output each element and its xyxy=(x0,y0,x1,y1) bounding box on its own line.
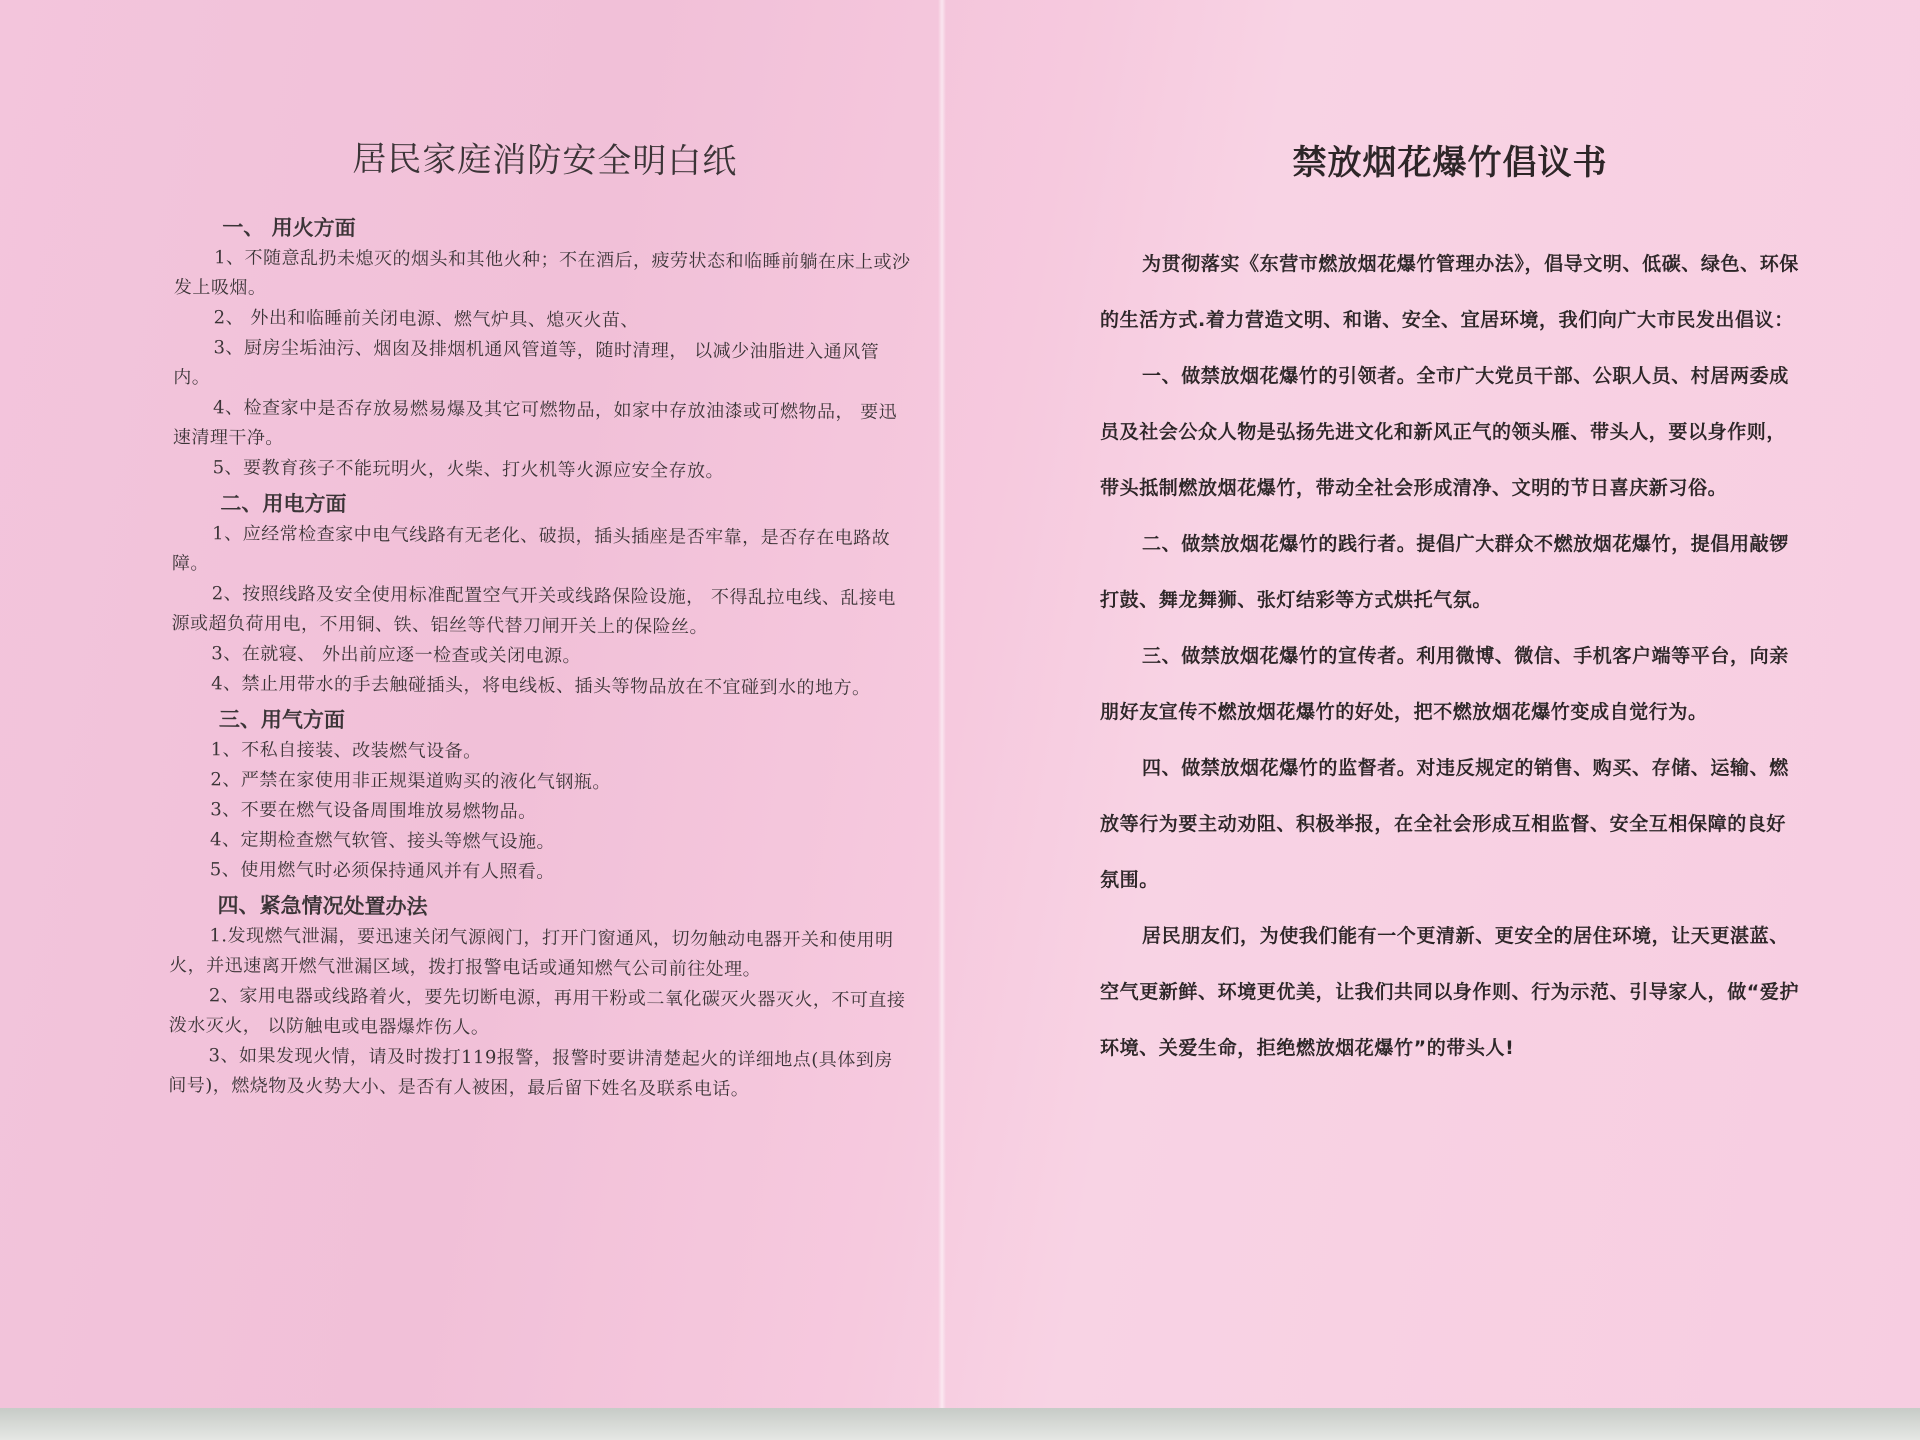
list-item: 3、如果发现火情，请及时拨打119报警，报警时要讲清楚起火的详细地点(具体到房间号)，燃烧物及火势大小、是否有人被困，最后留下姓名及联系电话。 xyxy=(168,1045,893,1101)
paper-fold-crease xyxy=(938,0,946,1408)
list-item: 3、在就寝、 外出前应逐一检查或关闭电源。 xyxy=(211,643,582,667)
proposal-intro: 为贯彻落实《东营市燃放烟花爆竹管理办法》，倡导文明、低碳、绿色、环保的生活方式.着力营造文明、和谐、安全、宜居环境，我们向广大市民发出倡议： xyxy=(1100,253,1799,331)
section-heading: 四、紧急情况处置办法 xyxy=(217,893,428,919)
list-item: 5、使用燃气时必须保持通风并有人照看。 xyxy=(209,859,555,883)
list-item: 2、 外出和临睡前关闭电源、燃气炉具、熄灭火苗、 xyxy=(213,307,639,332)
proposal-closing: 居民朋友们，为使我们能有一个更清新、更安全的居住环境，让天更湛蓝、空气更新鲜、环境更优美，让我们共同以身作则、行为示范、引导家人，做“爱护环境、关爱生命，拒绝燃放烟花爆竹”的带头人! xyxy=(1100,925,1800,1059)
list-item: 1、不随意乱扔未熄灭的烟头和其他火种；不在酒后，疲劳状态和临睡前躺在床上或沙发上吸烟。 xyxy=(173,247,911,299)
list-item: 2、家用电器或线路着火，要先切断电源，再用干粉或二氧化碳灭火器灭火，不可直接泼水灭火， 以防触电或电器爆炸伤人。 xyxy=(168,985,906,1039)
list-item: 5、要教育孩子不能玩明火，火柴、打火机等火源应安全存放。 xyxy=(212,457,725,482)
fireworks-ban-proposal xyxy=(1100,135,1800,1265)
proposal-point-4: 四、做禁放烟花爆竹的监督者。对违反规定的销售、购买、存储、运输、燃放等行为要主动劝阻、积极举报，在全社会形成互相监督、安全互相保障的良好氛围。 xyxy=(1100,757,1789,891)
proposal-point-1: 一、做禁放烟花爆竹的引领者。全市广大党员干部、公职人员、村居两委成员及社会公众人物是弘扬先进文化和新风正气的领头雁、带头人，要以身作则，带头抵制燃放烟花爆竹，带动全社会形成清净、文明的节日喜庆新习俗。 xyxy=(1100,365,1789,499)
section-heading: 三、用气方面 xyxy=(218,707,345,733)
section-gas-use xyxy=(170,705,911,890)
table-surface xyxy=(0,1408,1920,1440)
section-heading: 一、 用火方面 xyxy=(222,215,356,241)
fire-safety-notice xyxy=(167,130,915,1255)
section-fire-use xyxy=(173,213,915,488)
list-item: 3、厨房尘垢油污、烟囱及排烟机通风管道等，随时清理， 以减少油脂进入通风管内。 xyxy=(173,337,880,389)
list-item: 3、不要在燃气设备周围堆放易燃物品。 xyxy=(210,799,537,823)
proposal-point-3: 三、做禁放烟花爆竹的宣传者。利用微博、微信、手机客户端等平台，向亲朋好友宣传不燃放烟花爆竹的好处，把不燃放烟花爆竹变成自觉行为。 xyxy=(1100,645,1789,723)
list-item: 1、应经常检查家中电气线路有无老化、破损，插头插座是否牢靠，是否存在电路故障。 xyxy=(171,523,891,575)
fire-safety-title: 居民家庭消防安全明白纸 xyxy=(352,139,738,182)
list-item: 4、禁止用带水的手去触碰插头，将电线板、插头等物品放在不宜碰到水的地方。 xyxy=(211,673,871,699)
list-item: 4、定期检查燃气软管、接头等燃气设施。 xyxy=(209,829,556,853)
section-electricity-use xyxy=(171,489,912,704)
proposal-point-2: 二、做禁放烟花爆竹的践行者。提倡广大群众不燃放烟花爆竹，提倡用敲锣打鼓、舞龙舞狮、张灯结彩等方式烘托气氛。 xyxy=(1100,533,1789,611)
list-item: 2、按照线路及安全使用标准配置空气开关或线路保险设施， 不得乱拉电线、乱接电源或超负荷用电，不用铜、铁、铝丝等代替刀闸开关上的保险丝。 xyxy=(171,583,896,638)
list-item: 2、严禁在家使用非正规渠道购买的液化气钢瓶。 xyxy=(210,769,611,794)
list-item: 4、检查家中是否存放易燃易爆及其它可燃物品，如家中存放油漆或可燃物品， 要迅速清理干净。 xyxy=(172,397,898,449)
section-heading: 二、用电方面 xyxy=(220,491,347,517)
proposal-title: 禁放烟花爆竹倡议书 xyxy=(1292,143,1608,183)
list-item: 1、不私自接装、改装燃气设备。 xyxy=(210,739,482,763)
list-item: 1.发现燃气泄漏，要迅速关闭气源阀门，打开门窗通风，切勿触动电器开关和使用明火，并迅速离开燃气泄漏区域，拨打报警电话或通知燃气公司前往处理。 xyxy=(169,925,894,981)
section-emergency xyxy=(168,891,909,1106)
